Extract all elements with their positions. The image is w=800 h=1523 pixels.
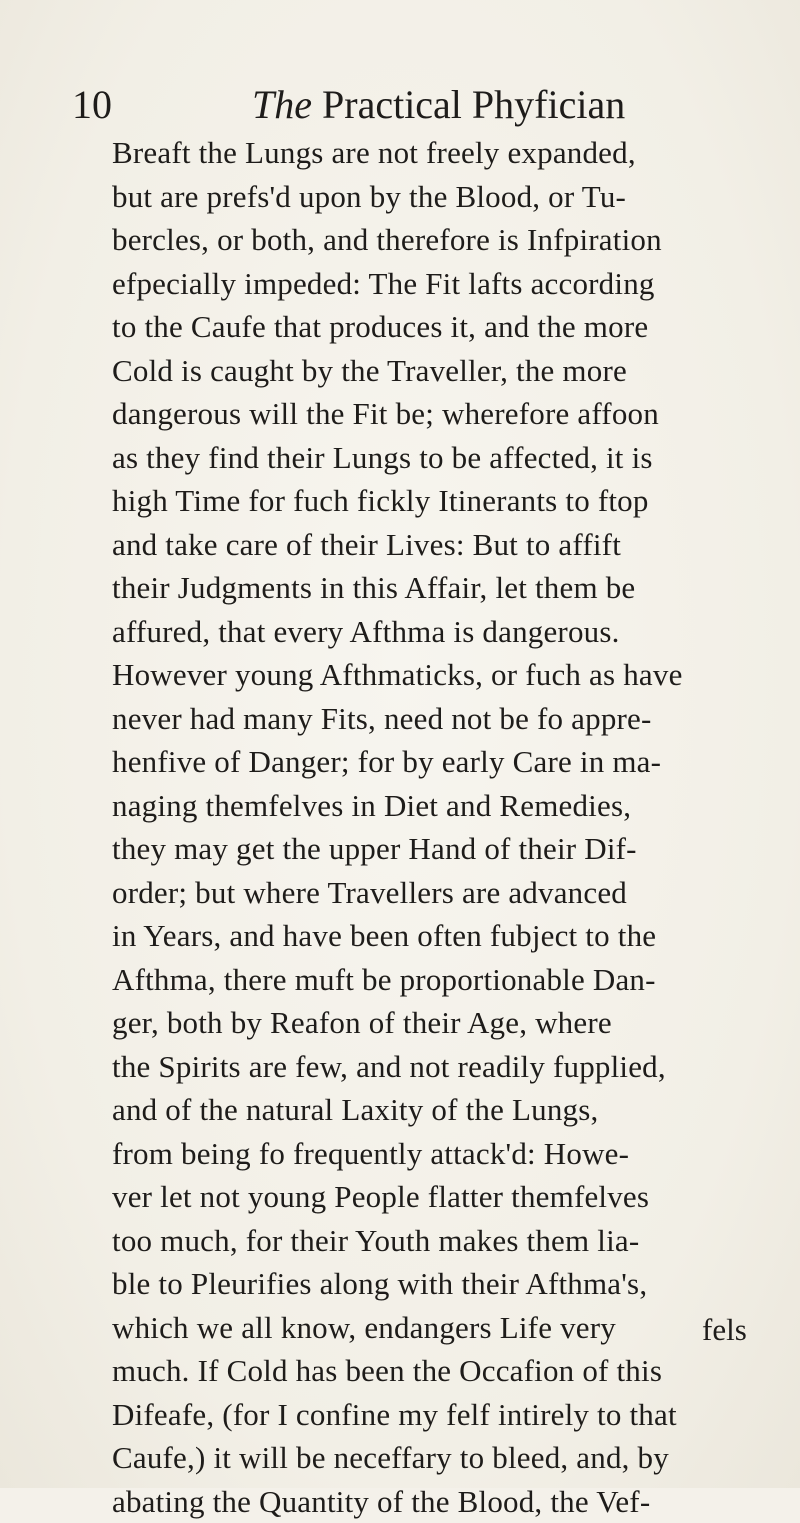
body-text: [112, 131, 792, 1523]
text-line: they may get the upper Hand of their Dif-: [112, 827, 792, 871]
text-line: affured, that every Afthma is dangerous.: [112, 610, 792, 654]
text-line: and of the natural Laxity of the Lungs,: [112, 1088, 792, 1132]
text-line: henfive of Danger; for by early Care in ma-: [112, 740, 792, 784]
text-line: dangerous will the Fit be; wherefore affoon: [112, 392, 792, 436]
text-line: ger, both by Reafon of their Age, where: [112, 1001, 792, 1045]
text-line: ver let not young People flatter themfelves: [112, 1175, 792, 1219]
text-line: Cold is caught by the Traveller, the more: [112, 349, 792, 393]
text-line: in Years, and have been often fubject to the: [112, 914, 792, 958]
text-line: naging themfelves in Diet and Remedies,: [112, 784, 792, 828]
text-line: which we all know, endangers Life very: [112, 1306, 792, 1350]
page-number: 10: [72, 80, 112, 130]
text-line: but are prefs'd upon by the Blood, or Tu-: [112, 175, 792, 219]
text-line: and take care of their Lives: But to affift: [112, 523, 792, 567]
text-line: Breaft the Lungs are not freely expanded,: [112, 131, 792, 175]
running-title-italic: The: [252, 82, 312, 127]
text-line: high Time for fuch fickly Itinerants to ftop: [112, 479, 792, 523]
text-line: However young Afthmaticks, or fuch as have: [112, 653, 792, 697]
running-title-rest: Practical Phyfician: [322, 82, 625, 127]
catchword: fels: [702, 1308, 747, 1352]
text-line: their Judgments in this Affair, let them be: [112, 566, 792, 610]
text-line: too much, for their Youth makes them lia-: [112, 1219, 792, 1263]
text-line: bercles, or both, and therefore is Infpiration: [112, 218, 792, 262]
text-line: never had many Fits, need not be fo appre-: [112, 697, 792, 741]
text-line: Caufe,) it will be neceffary to bleed, and, by: [112, 1436, 792, 1480]
text-line: Difeafe, (for I confine my felf intirely to that: [112, 1393, 792, 1437]
text-line: the Spirits are few, and not readily fupplied,: [112, 1045, 792, 1089]
text-line: from being fo frequently attack'd: Howe-: [112, 1132, 792, 1176]
running-title: [252, 80, 625, 130]
text-line: order; but where Travellers are advanced: [112, 871, 792, 915]
text-line: Afthma, there muft be proportionable Dan-: [112, 958, 792, 1002]
running-header: [72, 80, 772, 130]
text-line: ble to Pleurifies along with their Afthma's,: [112, 1262, 792, 1306]
text-line: to the Caufe that produces it, and the more: [112, 305, 792, 349]
text-line: abating the Quantity of the Blood, the Vef-: [112, 1480, 792, 1523]
text-line: as they find their Lungs to be affected, it is: [112, 436, 792, 480]
text-line: efpecially impeded: The Fit lafts according: [112, 262, 792, 306]
text-line: much. If Cold has been the Occafion of this: [112, 1349, 792, 1393]
